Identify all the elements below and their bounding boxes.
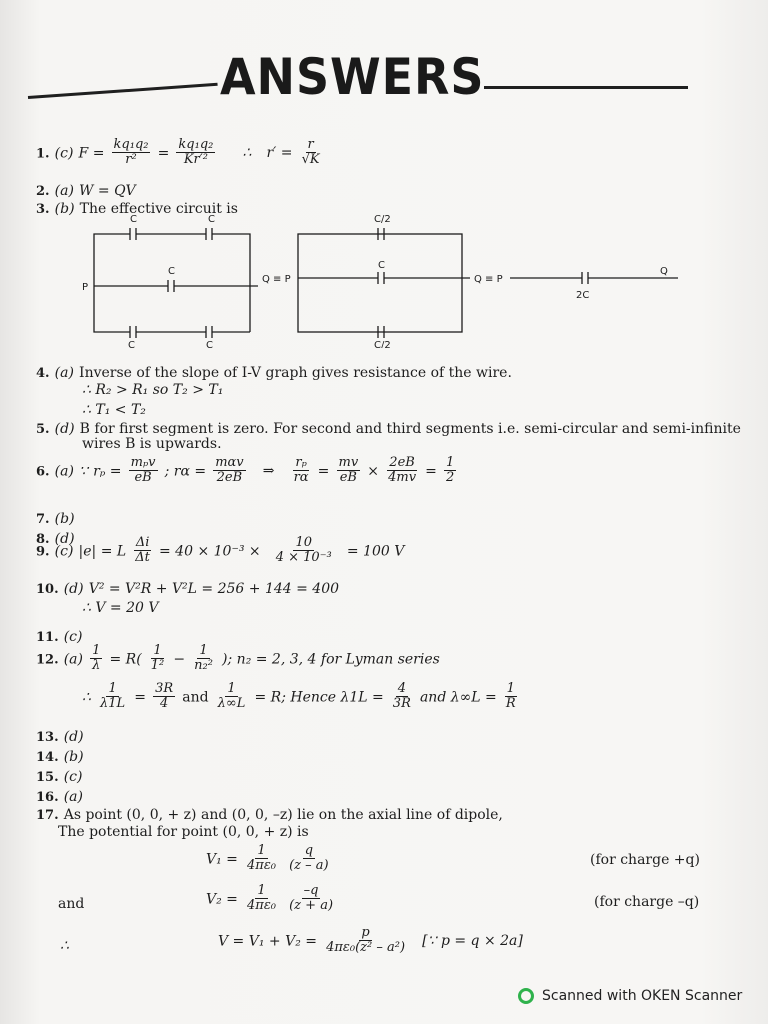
cap-label-bot-2: C (206, 340, 213, 348)
circuit-diagram (78, 208, 698, 348)
answer-4: 4. (a) Inverse of the slope of I-V graph gives resistance of the wire. (36, 365, 512, 381)
cap-label-c2-top: C/2 (374, 214, 391, 225)
cap-label-bot-1: C (128, 340, 135, 348)
answer-12: 12. (a) $\frac{1}{\lambda}$ = R( $\frac{1}{\text{1²}}$ − $\frac{1}{\text{n₂²}}$ ); n₂ = 2, 3, 4 for Lyman series (36, 643, 440, 674)
node-eqv-2: Q ≡ P (474, 274, 503, 285)
node-q-end: Q (660, 266, 668, 277)
answer-9: 9. (c) |e| = L $\frac{\Delta i}{\Delta t}$ = 40 × 10⁻³ × $\frac{10}{\text{4 × 10⁻³}}$ = 100 V (36, 535, 405, 566)
answer-17: 17. As point (0, 0, + z) and (0, 0, –z) lie on the axial line of dipole, (36, 807, 503, 823)
node-p-1: P (82, 282, 89, 293)
answer-16: 16. (a) (36, 789, 83, 805)
note-charge-minus: (for charge –q) (594, 894, 700, 910)
cap-label-2c: 2C (576, 290, 590, 301)
answer-1: 1. (c) F = $\frac{\text{kq₁q₂}}{\text{r²}}$ = $\frac{\text{kq₁q₂}}{\text{Kr′²}}$ ∴ r′ = $\frac{r}{√K}$ (36, 137, 320, 168)
answer-4-line-3: ∴ T₁ < T₂ (82, 402, 146, 418)
cap-label-c-mid: C (378, 260, 385, 271)
answer-8: 8. (d) (36, 531, 75, 547)
title-rule-left (28, 83, 218, 99)
answer-2: 2. (a) W = QV (36, 183, 136, 199)
answer-3: 3. (b) The effective circuit is (36, 201, 238, 217)
cap-label-top-1: C (130, 214, 137, 225)
answer-17-line-2: The potential for point (0, 0, + z) is (58, 824, 309, 840)
answer-5-line-2: wires B is upwards. (82, 436, 222, 452)
node-eqv-1: Q ≡ P (262, 274, 291, 285)
answer-12-line-2: ∴ $\frac{1}{\lambda 1L}$ = $\frac{3R}{4}$ and $\frac{1}{\lambda\infty L}$ = R; Hence λ1L = $\frac{4}{3R}$ and λ∞L = $\frac{1}{R}$ (82, 681, 516, 712)
therefore-symbol: ∴ (60, 938, 69, 954)
circuit-left (94, 228, 258, 338)
answer-4-line-2: ∴ R₂ > R₁ so T₂ > T₁ (82, 382, 224, 398)
answer-5: 5. (d) B for first segment is zero. For second and third segments i.e. semi-circular and semi-infinite (36, 421, 741, 437)
equation-v-total: V = V₁ + V₂ = $\frac{p}{\text{4πε₀(z² – a²)}}$ [∵ p = q × 2a] (218, 925, 523, 956)
circuit-right (510, 272, 678, 284)
answer-10-line-2: ∴ V = 20 V (82, 600, 159, 616)
answer-14: 14. (b) (36, 749, 84, 765)
scanner-watermark: Scanned with OKEN Scanner (518, 988, 742, 1004)
and-label: and (58, 896, 85, 912)
answer-10: 10. (d) V² = V²R + V²L = 256 + 144 = 400 (36, 581, 340, 597)
title-rule-right (484, 86, 688, 89)
circuit-middle (298, 228, 470, 338)
answer-13: 13. (d) (36, 729, 84, 745)
answer-6: 6. (a) ∵ rₚ = $\frac{\text{mₚv}}{eB}$ ; rα = $\frac{\text{mαv}}{2eB}$ ⇒ $\frac{\text{rₚ}}{r\alpha}$ = $\frac{mv}{eB}$ × $\frac{2eB}{4mv}$ = $\frac{1}{2}$ (36, 455, 455, 486)
cap-label-top-2: C (208, 214, 215, 225)
answer-7: 7. (b) (36, 511, 75, 527)
cap-label-c2-bot: C/2 (374, 340, 391, 348)
equation-v1: V₁ = $\frac{1}{\text{4πε₀}}$ $\frac{q}{(z - a)}$ (206, 843, 329, 874)
note-charge-plus: (for charge +q) (590, 852, 700, 868)
page-title: ANSWERS (220, 48, 485, 106)
oken-logo-icon (518, 988, 534, 1004)
answer-11: 11. (c) (36, 629, 83, 645)
answer-15: 15. (c) (36, 769, 83, 785)
equation-v2: V₂ = $\frac{1}{\text{4πε₀}}$ $\frac{-q}{(z + a)}$ (206, 883, 334, 914)
cap-label-mid: C (168, 266, 175, 277)
